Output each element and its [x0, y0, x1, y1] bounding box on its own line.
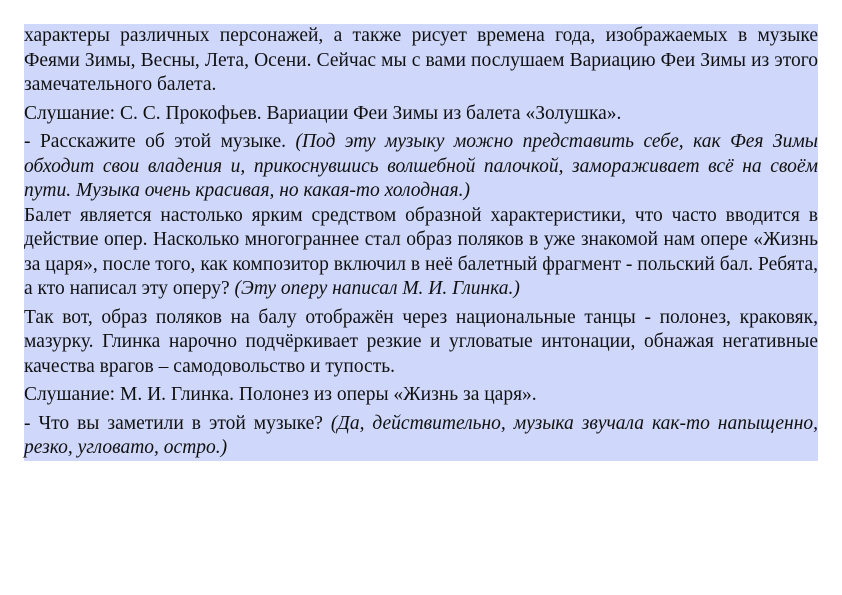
paragraph-text: Балет является настолько ярким средством образной характеристики, что часто вводится в действие опер. Насколько многограннее стал образ поляков в уже знакомой нам опере «Жизнь за царя», после того, как композитор включил в неё балетный фрагмент - польский бал. Ребята, а кто написал эту оперу?	[24, 204, 818, 299]
paragraph-listening-prokofiev	[24, 102, 818, 127]
answer-text: (Эту оперу написал М. И. Глинка.)	[234, 278, 520, 299]
answer-text: (Под эту музыку можно представить себе, как Фея Зимы обходит свои владения и, прикоснувшись волшебной палочкой, замораживает всё на своём пути. Музыка очень красивая, но какая-то холодная.)	[24, 131, 818, 201]
paragraph-listening-glinka	[24, 383, 818, 408]
paragraph-question-1	[24, 130, 818, 204]
paragraph-ballet-opera	[24, 204, 818, 302]
question-text: - Расскажите об этой музыке.	[24, 131, 296, 152]
paragraph-text: Так вот, образ поляков на балу отображён через национальные танцы - полонез, краковяк, мазурку. Глинка нарочно подчёркивает резкие и угловатые интонации, обнажая негативные качества врагов – самодовольство и тупость.	[24, 306, 818, 377]
question-text: - Что вы заметили в этой музыке?	[24, 412, 331, 434]
paragraph-text: Слушание: С. С. Прокофьев. Вариации Феи Зимы из балета «Золушка».	[24, 102, 622, 124]
paragraph-text: характеры различных персонажей, а также рисует времена года, изображаемых в музыке Феями Зимы, Весны, Лета, Осени. Сейчас мы с вами послушаем Вариацию Феи Зимы из этого замечательного балета.	[24, 25, 818, 95]
highlighted-text-block	[24, 24, 818, 461]
paragraph-intro	[24, 24, 818, 98]
answer-text: (Да, действительно, музыка звучала как-то напыщенно, резко, угловато, остро.)	[24, 412, 818, 458]
paragraph-question-2	[24, 412, 818, 461]
paragraph-text: Слушание: М. И. Глинка. Полонез из оперы «Жизнь за царя».	[24, 384, 537, 405]
paragraph-polish-dances	[24, 306, 818, 380]
